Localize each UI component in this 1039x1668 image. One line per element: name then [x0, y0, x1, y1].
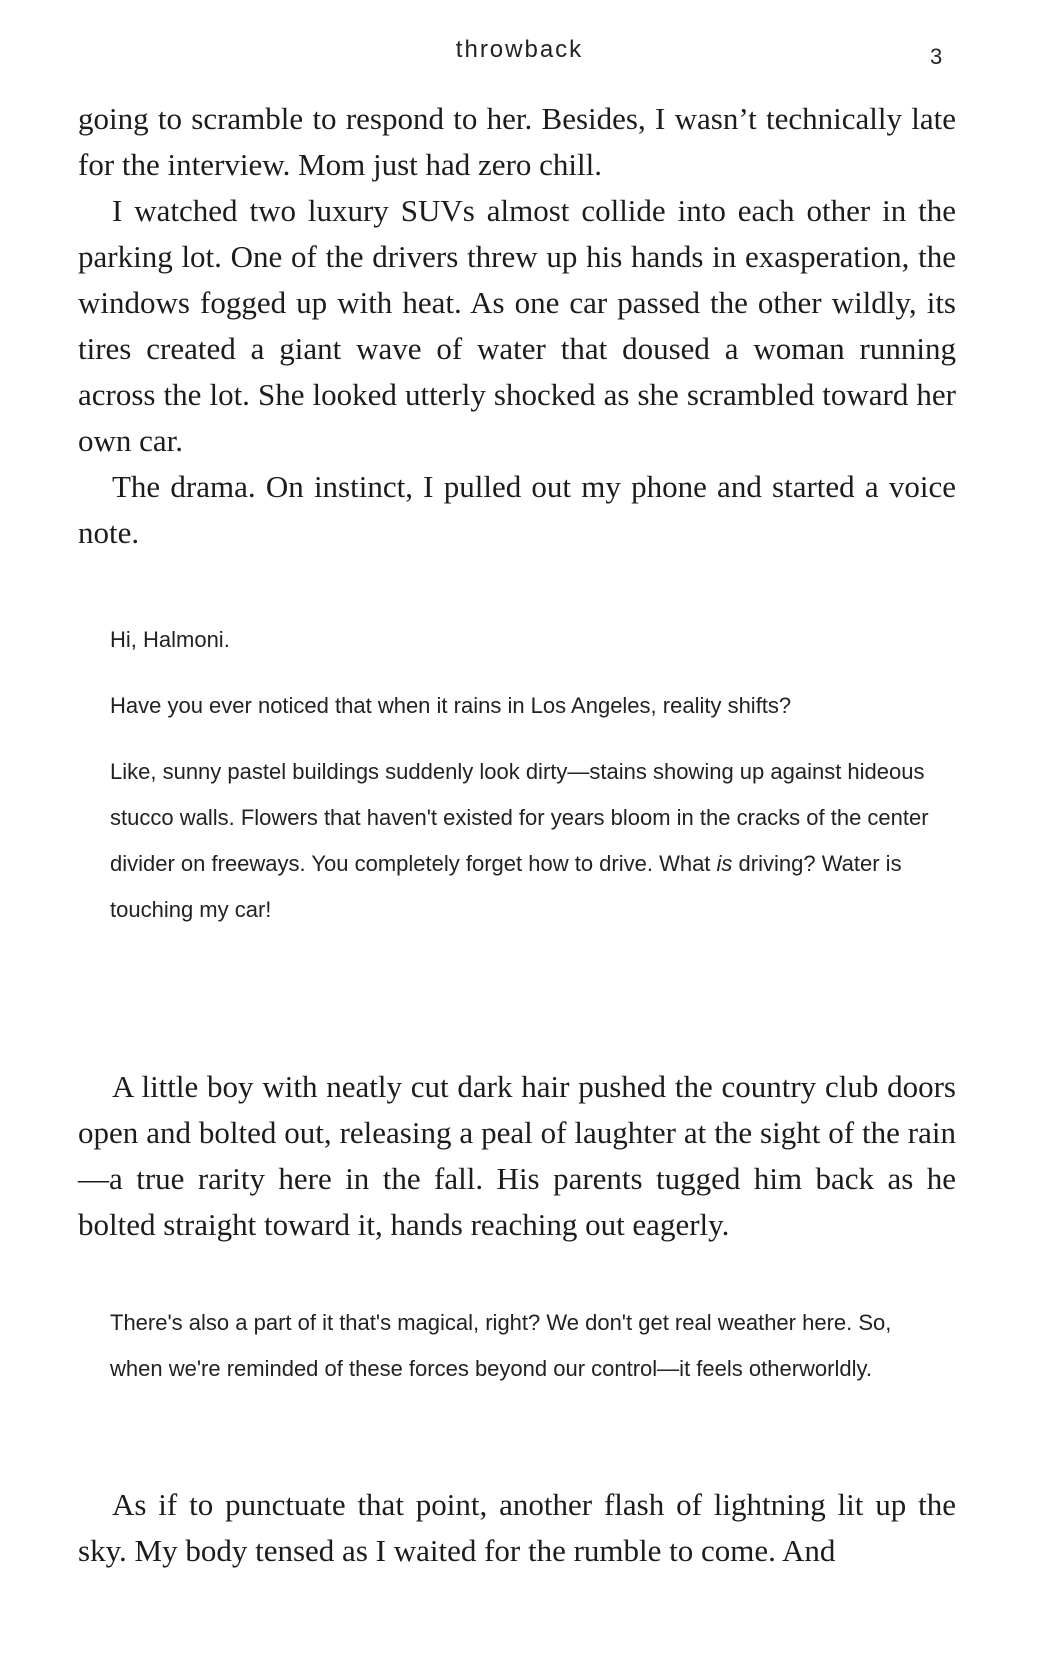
paragraph: A little boy with neatly cut dark hair pushed the country club doors open and bolted out, releasing a peal of laughter at the sight of the rain—a true rarity here in the fall. His parents tugged him back as he bolted straight toward it, hands reaching out eagerly.: [78, 1069, 956, 1242]
paragraph: I watched two luxury SUVs almost collide into each other in the parking lot. One of the drivers threw up his hands in exasperation, the windows fogged up with heat. As one car passed the other wildly, its tires created a giant wave of water that doused a woman running across the lot. She looked utterly shocked as she scrambled toward her own car.: [78, 193, 956, 458]
voice-note-2: [110, 1300, 930, 1392]
voice-note-line: Have you ever noticed that when it rains in Los Angeles, reality shifts?: [110, 693, 792, 718]
paragraph: As if to punctuate that point, another flash of lightning lit up the sky. My body tensed as I waited for the rumble to come. And: [78, 1487, 956, 1568]
voice-note-line: [110, 749, 930, 933]
paragraph: The drama. On instinct, I pulled out my phone and started a voice note.: [78, 469, 956, 550]
voice-note-line: Hi, Halmoni.: [110, 627, 230, 652]
running-title: throwback: [455, 36, 584, 63]
paragraph: going to scramble to respond to her. Besides, I wasn’t technically late for the interview. Mom just had zero chill.: [78, 101, 956, 182]
narrative-block-3: [78, 1482, 956, 1574]
narrative-block-2: [78, 1064, 956, 1248]
voice-note-italic: is: [716, 851, 733, 876]
narrative-block-1: [78, 96, 956, 556]
voice-note-text: driving? Water is touching my car!: [110, 851, 902, 922]
voice-note-1: [110, 617, 930, 933]
voice-note-text: Like, sunny pastel buildings suddenly look dirty—stains showing up against hideous stucco walls. Flowers that haven't existed for years bloom in the cracks of the center divider on freeways. You completely forget how to drive. What: [110, 759, 929, 876]
page-number: 3: [930, 44, 943, 69]
voice-note-line: There's also a part of it that's magical, right? We don't get real weather here. So, when we're reminded of these forces beyond our control—it feels otherworldly.: [110, 1310, 892, 1381]
